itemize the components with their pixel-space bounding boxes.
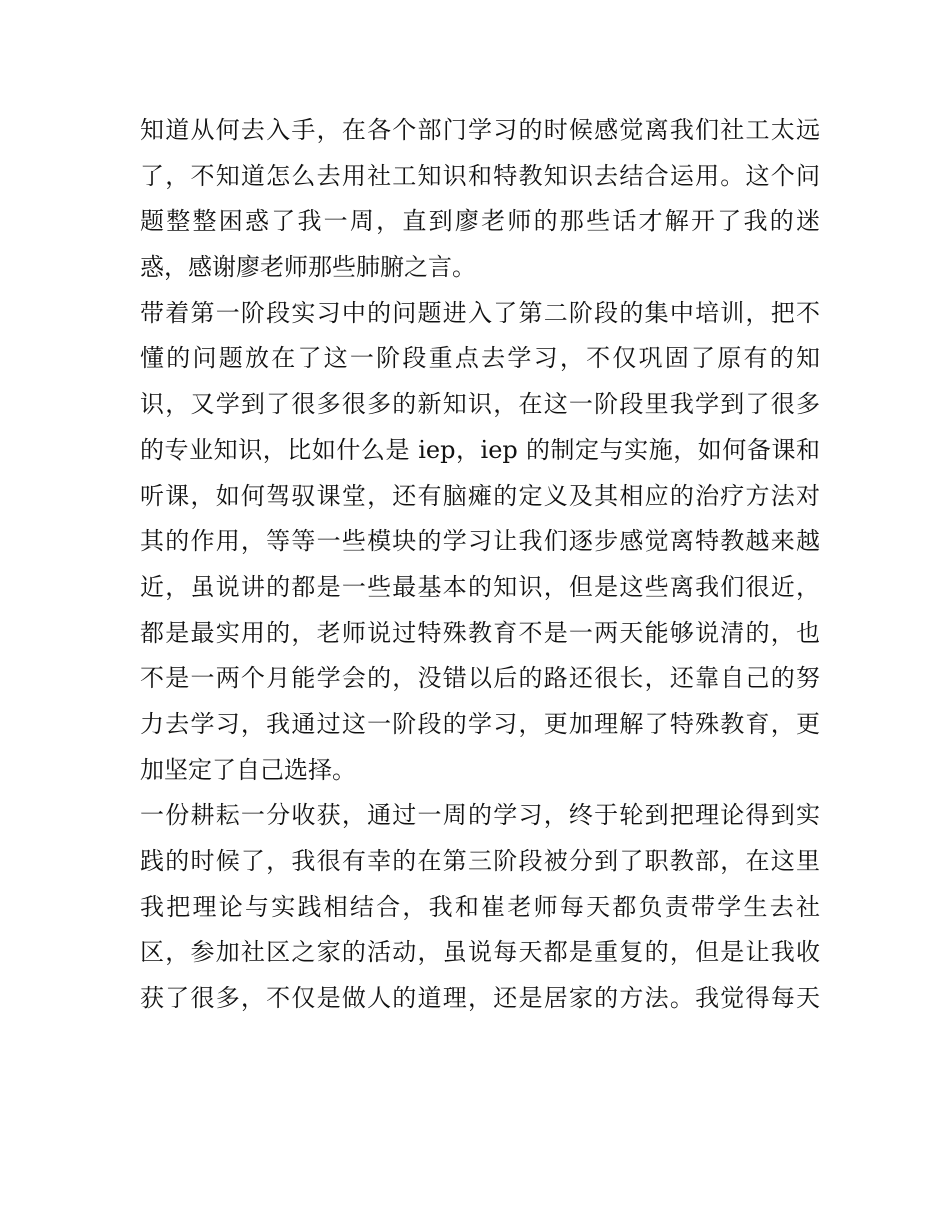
text-line: 识，又学到了很多很多的新知识，在这一阶段里我学到了很多	[140, 390, 820, 419]
text-line: 获了很多，不仅是做人的道理，还是居家的方法。我觉得每天	[140, 984, 820, 1013]
text-line: 践的时候了，我很有幸的在第三阶段被分到了职教部，在这里	[140, 847, 820, 875]
text-line: 的专业知识，比如什么是 iep，iep 的制定与实施，如何备课和	[140, 435, 820, 464]
text-line: 近，虽说讲的都是一些最基本的知识，但是这些离我们很近，	[140, 572, 820, 601]
text-line: 其的作用，等等一些模块的学习让我们逐步感觉离特教越来越	[140, 527, 820, 556]
text-line: 了，不知道怎么去用社工知识和特教知识去结合运用。这个问	[140, 161, 820, 190]
text-line: 力去学习，我通过这一阶段的学习，更加理解了特殊教育，更	[140, 709, 820, 738]
text-line: 加坚定了自己选择。	[140, 755, 356, 784]
text-line: 惑，感谢廖老师那些肺腑之言。	[140, 253, 476, 282]
text-line: 知道从何去入手，在各个部门学习的时候感觉离我们社工太远	[140, 116, 820, 144]
text-line: 我把理论与实践相结合，我和崔老师每天都负责带学生去社	[140, 892, 820, 921]
text-line: 懂的问题放在了这一阶段重点去学习，不仅巩固了原有的知	[140, 344, 820, 373]
text-line: 都是最实用的，老师说过特殊教育不是一两天能够说清的，也	[140, 618, 820, 647]
text-line: 区，参加社区之家的活动，虽说每天都是重复的，但是让我收	[140, 938, 820, 967]
text-line: 听课，如何驾驭课堂，还有脑瘫的定义及其相应的治疗方法对	[140, 481, 820, 510]
text-line: 带着第一阶段实习中的问题进入了第二阶段的集中培训，把不	[140, 298, 820, 327]
text-line: 一份耕耘一分收获，通过一周的学习，终于轮到把理论得到实	[140, 801, 820, 830]
text-line: 不是一两个月能学会的，没错以后的路还很长，还靠自己的努	[140, 664, 820, 693]
document-body	[140, 108, 820, 1022]
text-line: 题整整困惑了我一周，直到廖老师的那些话才解开了我的迷	[140, 207, 820, 236]
